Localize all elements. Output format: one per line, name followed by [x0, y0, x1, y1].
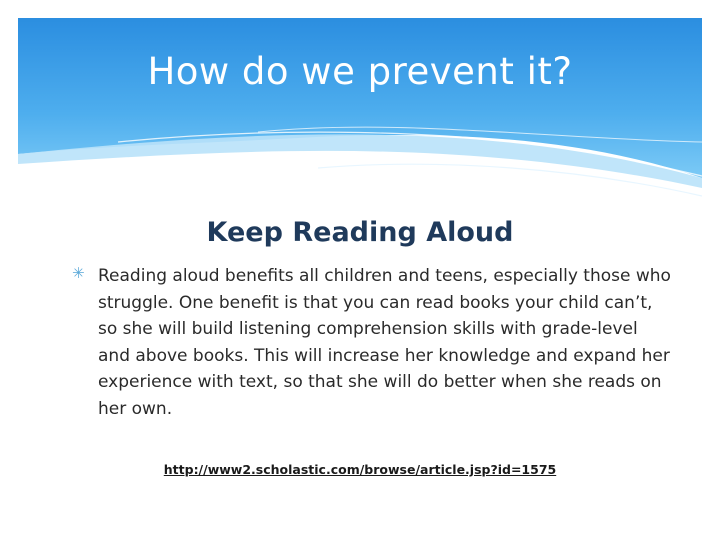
bullet-text: Reading aloud benefits all children and teens, especially those who struggle. One benefit is that you can read books your child can’t, so she will build listening comprehension skills with grade-level and above books. This will increase her knowledge and expand her experience with text, so that she will do better when she reads on her own. [98, 266, 671, 419]
bullet-list [72, 263, 672, 422]
slide-title: How do we prevent it? [147, 50, 573, 93]
source-link-container [0, 459, 720, 478]
banner-wave-graphic [18, 18, 702, 198]
slide-subtitle: Keep Reading Aloud [206, 217, 514, 248]
bullet-item [72, 263, 672, 422]
source-link[interactable]: http://www2.scholastic.com/browse/article.jsp?id=1575 [163, 462, 557, 477]
title-banner [18, 18, 702, 198]
asterisk-bullet-icon: ✳ [72, 264, 85, 282]
